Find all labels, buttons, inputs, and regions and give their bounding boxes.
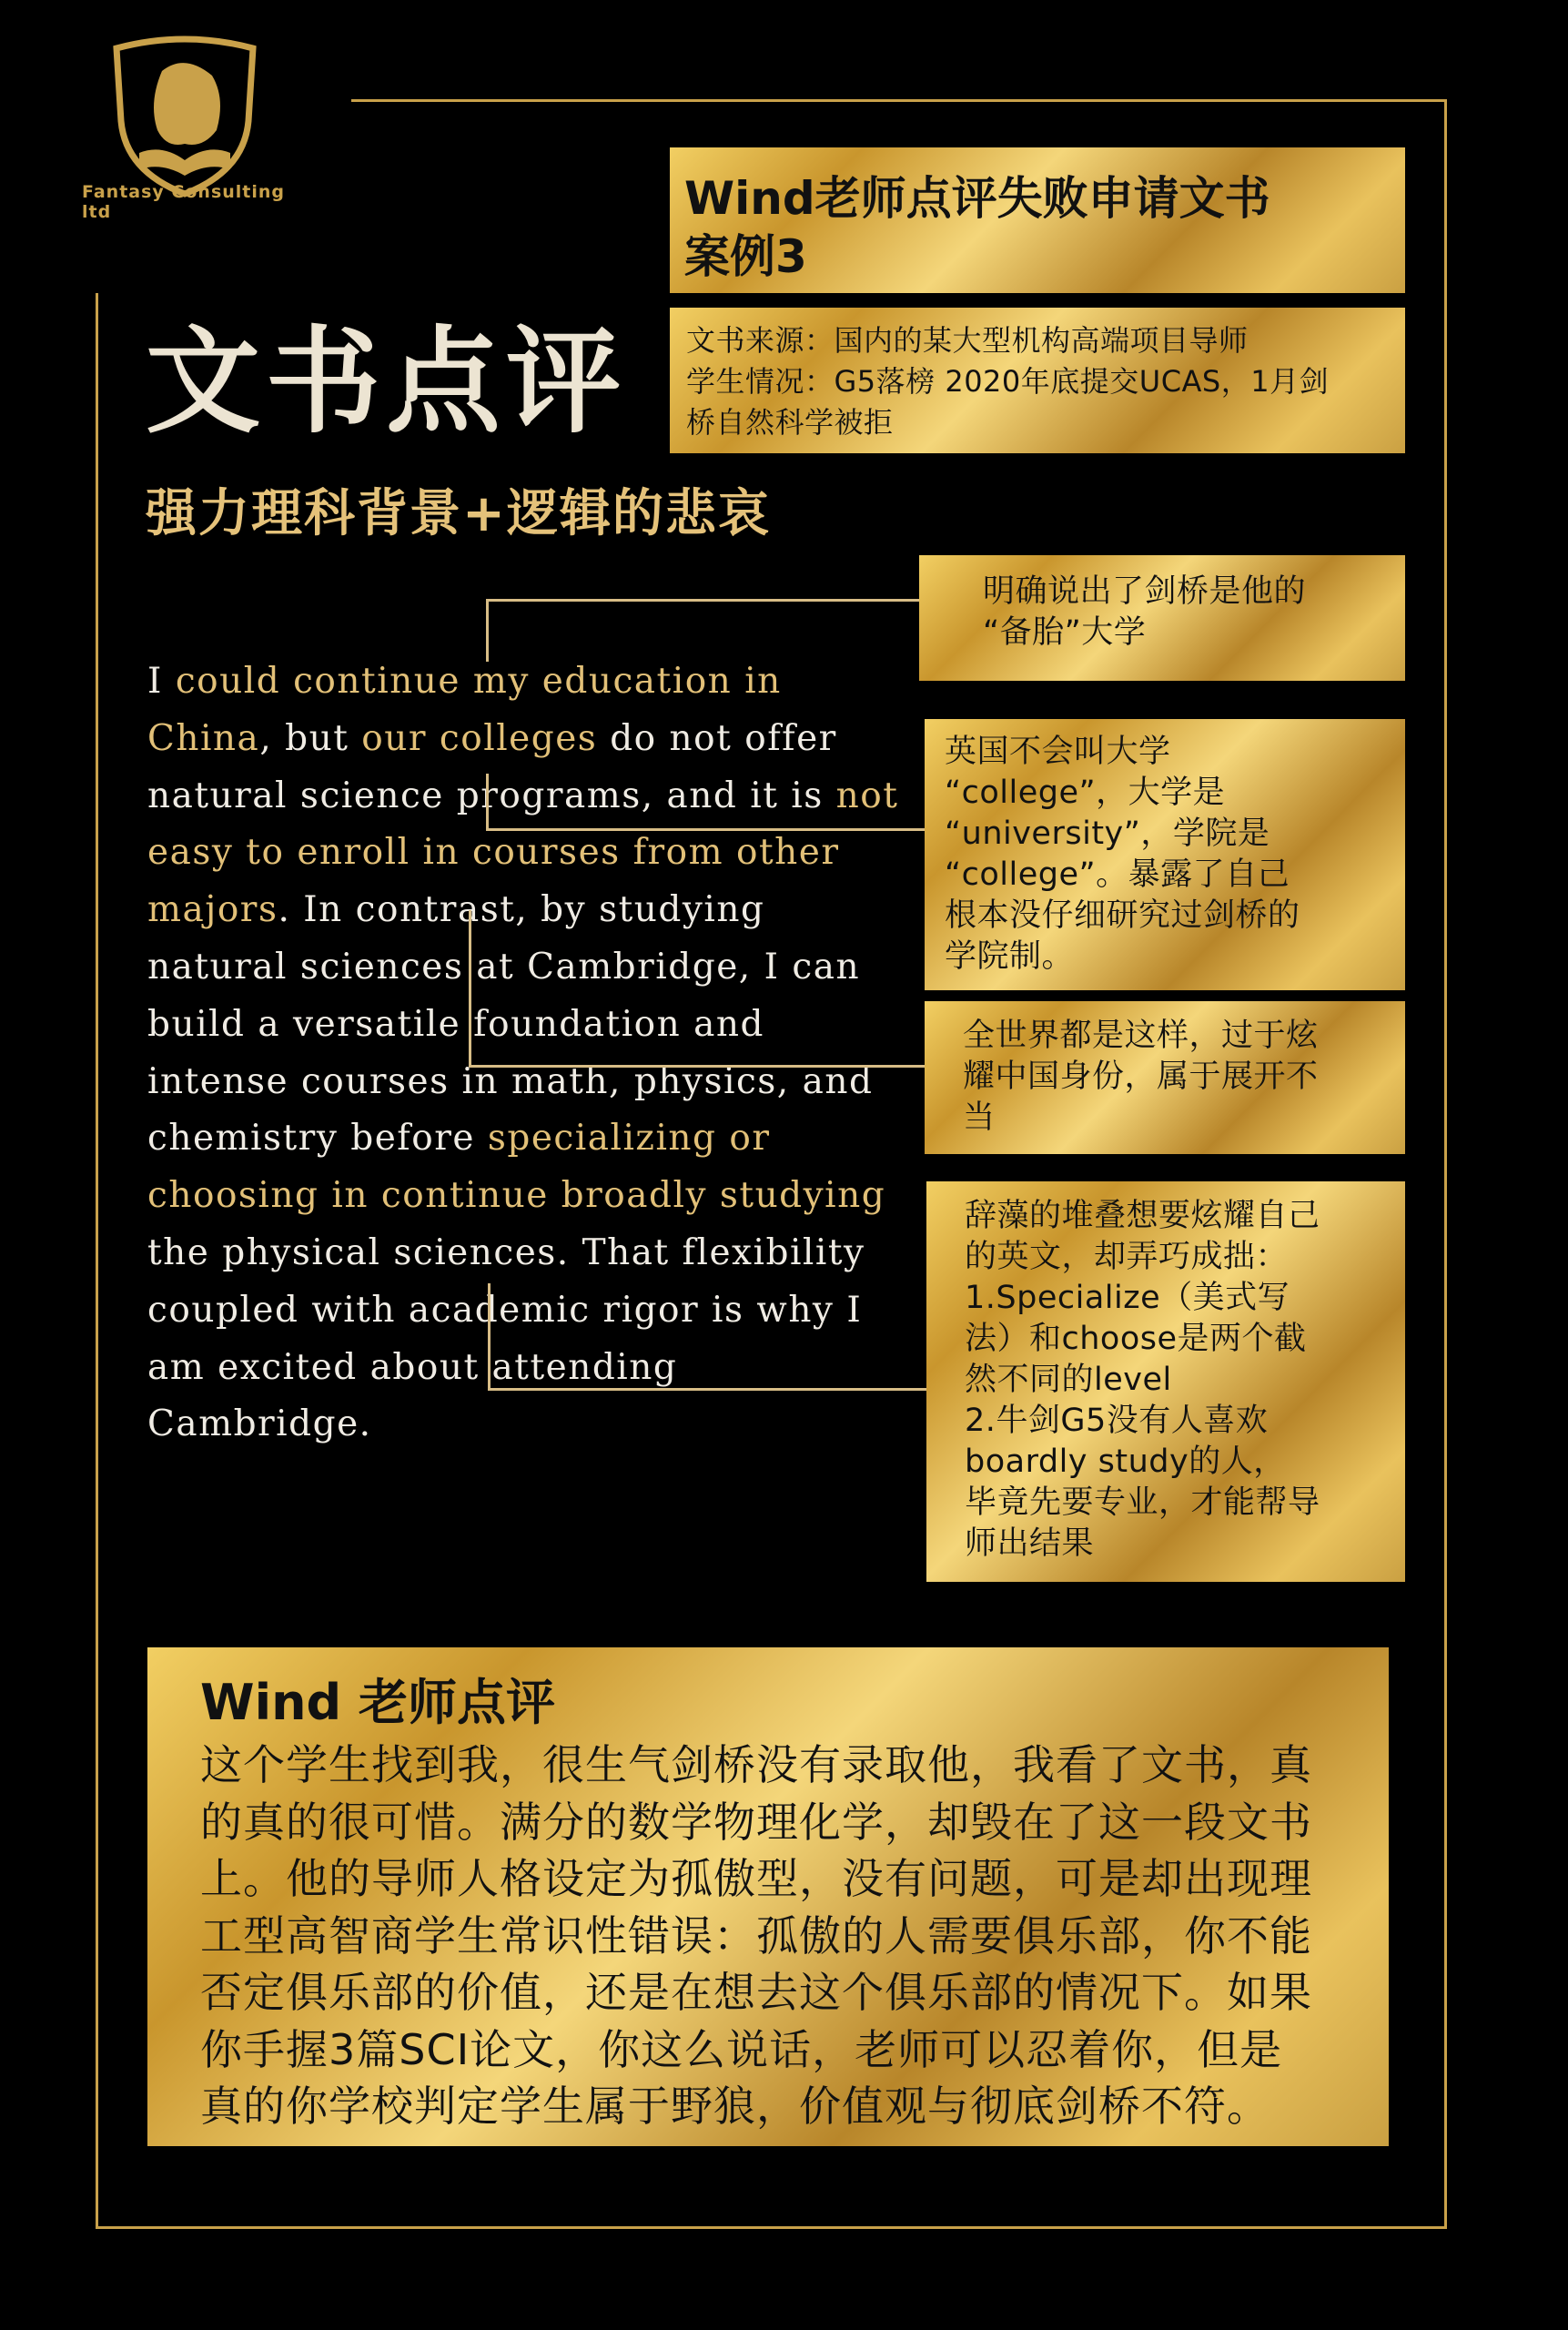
essay-text: I — [147, 661, 176, 702]
essay-highlight: not easy to enroll in courses from other majors — [147, 775, 899, 931]
review-line: 上。他的导师人格设定为孤傲型，没有问题，可是却出现理 — [200, 1854, 1312, 1903]
source-line3: 桥自然科学被拒 — [686, 405, 894, 440]
note-line: boardly study的人， — [965, 1444, 1286, 1480]
case-title-box — [670, 147, 1405, 293]
frame-bottom-line — [96, 2226, 1447, 2229]
note-line: “college”，大学是 — [945, 775, 1226, 811]
note-line: 毕竟先要专业，才能帮导 — [965, 1484, 1320, 1521]
annotation-note-3 — [925, 1001, 1405, 1154]
note-line: 1.Specialize（美式写 — [965, 1280, 1290, 1316]
essay-highlight: our colleges — [361, 717, 598, 759]
essay-text: do not offer natural science programs, and it is — [147, 717, 837, 816]
source-info-box — [670, 308, 1405, 453]
essay-text: . In contrast, by studying natural sciences at Cambridge, I can build a versatile foundation and intense courses in math, physics, and chemistry before — [147, 889, 874, 1160]
note-line: 全世界都是这样，过于炫 — [963, 1018, 1319, 1054]
review-text — [200, 1737, 1352, 2135]
page-heading: 文书点评 — [146, 315, 626, 449]
essay-highlight: specializing or choosing in continue broadly studying — [147, 1118, 886, 1217]
essay-highlight: could continue my education in China — [147, 661, 782, 759]
frame-top-line — [351, 99, 1447, 102]
review-line: 你手握3篇SCI论文，你这么说话，老师可以忍着你，但是 — [200, 2024, 1283, 2074]
note-line: “college”。暴露了自己 — [945, 856, 1290, 893]
review-title: Wind 老师点评 — [200, 1674, 555, 1731]
annotation-note-1 — [919, 555, 1405, 681]
essay-text: the physical sciences. That flexibility coupled with academic rigor is why I am excited about attending Cambridge. — [147, 1231, 865, 1445]
case-title-line1: Wind老师点评失败申请文书 — [684, 172, 1270, 225]
note-line: 英国不会叫大学 — [945, 734, 1171, 770]
note-line: 法）和choose是两个截 — [965, 1321, 1307, 1357]
review-line: 否定俱乐部的价值，还是在想去这个俱乐部的情况下。如果 — [200, 1968, 1312, 2017]
note-line: 辞藻的堆叠想要炫耀自己 — [965, 1198, 1320, 1234]
note-line: 学院制。 — [945, 938, 1075, 975]
page-subheading: 强力理科背景+逻辑的悲哀 — [146, 484, 771, 543]
note-line: 师出结果 — [965, 1525, 1095, 1562]
review-line: 的真的很可惜。满分的数学物理化学，却毁在了这一段文书 — [200, 1797, 1312, 1847]
connector-line-2 — [486, 774, 927, 831]
source-line1: 文书来源：国内的某大型机构高端项目导师 — [686, 323, 1249, 358]
review-line: 真的你学校判定学生属于野狼，价值观与彻底剑桥不符。 — [200, 2082, 1270, 2131]
teacher-review-box — [147, 1647, 1389, 2146]
essay-text: , but — [259, 717, 362, 759]
note-line: “备胎”大学 — [983, 614, 1147, 651]
frame-left-line — [96, 293, 98, 2229]
connector-line-4 — [488, 1283, 929, 1391]
annotation-note-2 — [925, 719, 1405, 990]
note-line: 然不同的level — [965, 1362, 1172, 1398]
frame-right-line — [1444, 99, 1447, 2229]
lion-shield-book-icon — [107, 35, 262, 198]
logo-text: Fantasy Consulting ltd — [82, 182, 286, 222]
note-line: 的英文，却弄巧成拙： — [965, 1239, 1289, 1275]
source-line2: 学生情况：G5落榜 2020年底提交UCAS，1月剑 — [686, 364, 1330, 399]
note-line: 当 — [963, 1099, 996, 1136]
review-line: 工型高智商学生常识性错误：孤傲的人需要俱乐部，你不能 — [200, 1910, 1312, 1960]
case-title-line2: 案例3 — [684, 230, 807, 283]
note-line: 2.牛剑G5没有人喜欢 — [965, 1403, 1269, 1439]
note-line: 耀中国身份，属于展开不 — [963, 1059, 1319, 1095]
annotation-note-4 — [926, 1181, 1405, 1582]
note-line: “university”，学院是 — [945, 816, 1270, 852]
connector-line-3 — [469, 910, 927, 1068]
review-line: 这个学生找到我，很生气剑桥没有录取他，我看了文书，真 — [200, 1740, 1312, 1789]
note-line: 明确说出了剑桥是他的 — [983, 573, 1307, 610]
connector-line-1 — [486, 599, 922, 662]
note-line: 根本没仔细研究过剑桥的 — [945, 897, 1300, 934]
